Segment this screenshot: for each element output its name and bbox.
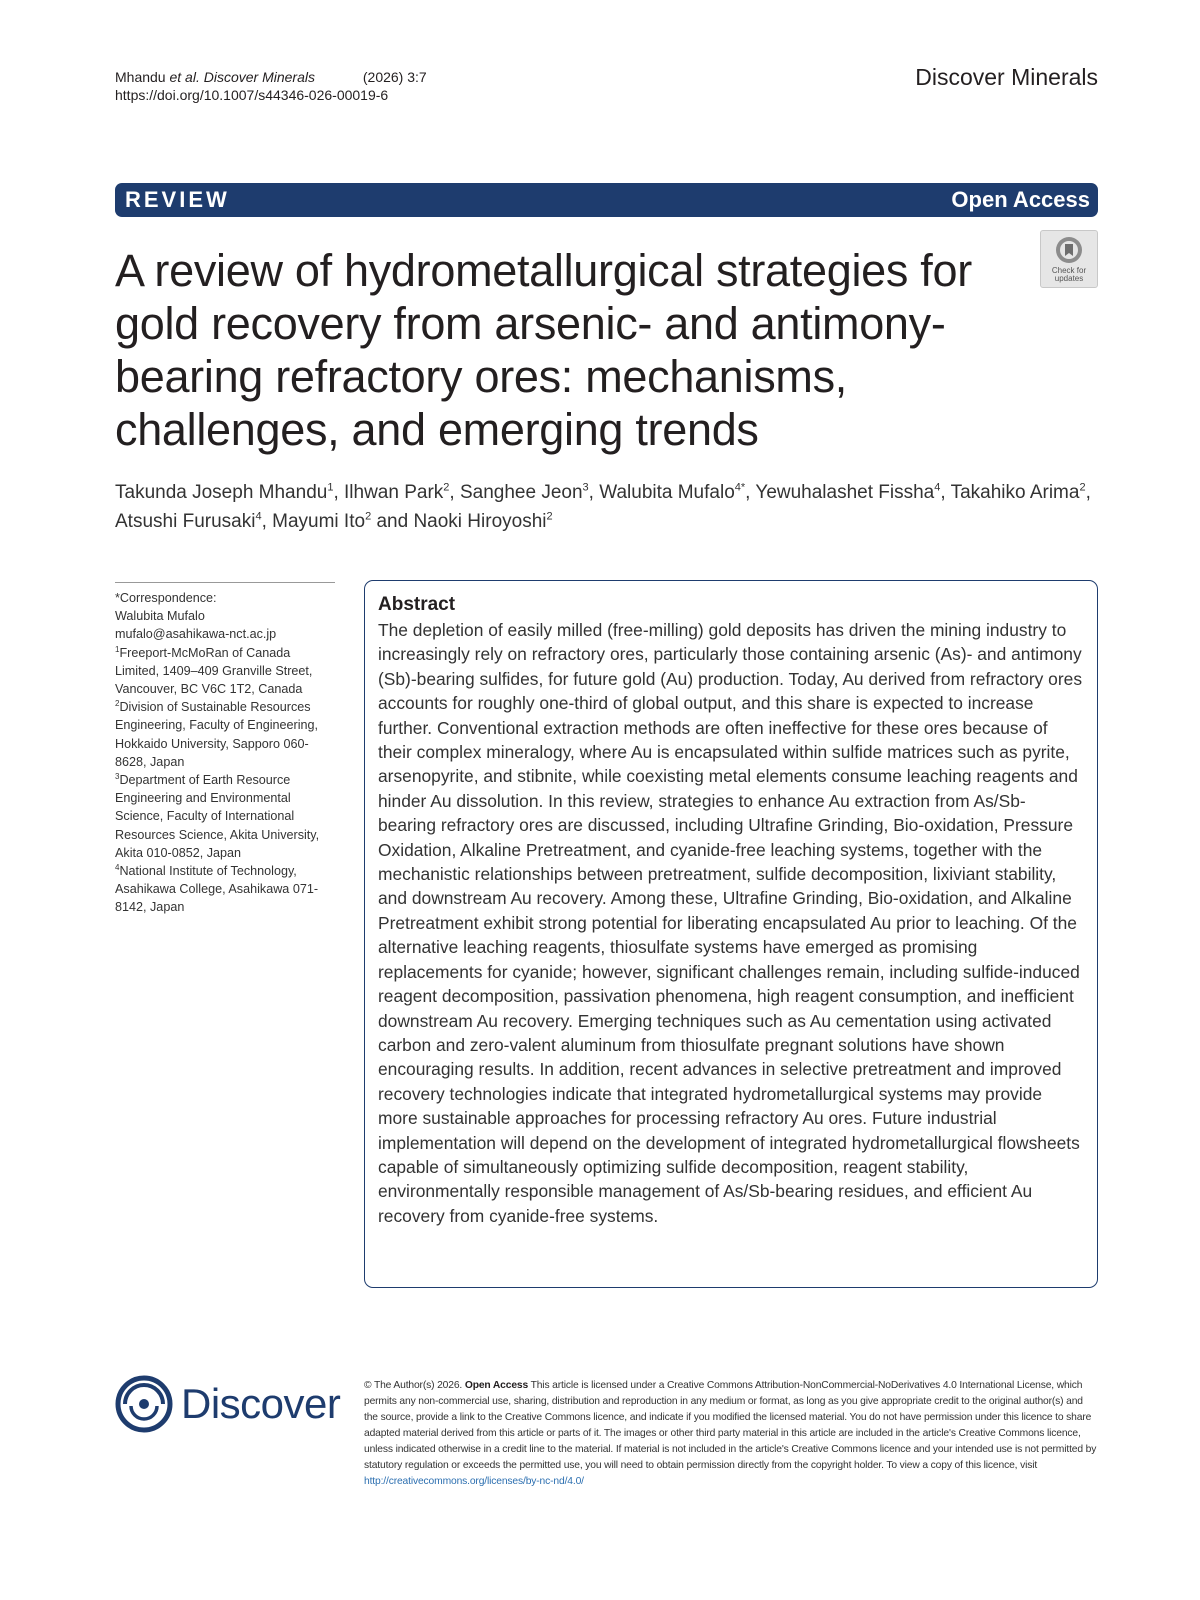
author-affiliation-marker: 4 xyxy=(255,510,262,523)
affiliation-list xyxy=(115,644,335,917)
license-statement xyxy=(364,1378,1098,1490)
author-affiliation-marker: 2 xyxy=(546,510,553,523)
author-name: Atsushi Furusaki xyxy=(115,511,256,532)
author-affiliation-marker: 3 xyxy=(582,481,589,494)
discover-wordmark: Discover xyxy=(181,1380,341,1427)
author-name: Takahiko Arima xyxy=(950,482,1080,503)
journal-name: Discover Minerals xyxy=(915,64,1098,90)
correspondence-label: *Correspondence: xyxy=(115,591,217,605)
author-affiliation-marker: 4* xyxy=(734,481,746,494)
author-affiliation-marker: 4 xyxy=(934,481,941,494)
author-affiliation-marker: 2 xyxy=(1079,481,1086,494)
author-list: Takunda Joseph Mhandu$^1$, Ilhwan Park$^2$, Sanghee Jeon$^3$, Walubita Mufalo$^{4*}$, Yewuhalashet Fissha$^4$, Takahiko Arima$^2$, Atsushi Furusaki$^4$, Mayumi Ito$^2$ and Naoki Hiroyoshi$^2$ xyxy=(115,481,1091,532)
license-link[interactable]: http://creativecommons.org/licenses/by-nc-nd/4.0/ xyxy=(364,1476,584,1487)
affiliation-item xyxy=(115,698,335,771)
running-header xyxy=(115,68,427,104)
doi-link[interactable]: https://doi.org/10.1007/s44346-026-00019-6 xyxy=(115,87,389,103)
author-affiliation-marker: 2 xyxy=(443,481,450,494)
author-affiliation-marker: 2 xyxy=(365,510,372,523)
article-type-banner xyxy=(115,183,1098,217)
affiliation-number: 3 xyxy=(115,771,120,781)
discover-swirl-icon xyxy=(115,1375,173,1433)
citation-line xyxy=(115,68,427,86)
bookmark-ring-icon xyxy=(1054,235,1084,265)
correspondence-email[interactable]: mufalo@asahikawa-nct.ac.jp xyxy=(115,627,277,642)
affiliation-item xyxy=(115,771,335,862)
year-volume: (2026) 3:7 xyxy=(362,69,427,85)
author-name: Mayumi Ito xyxy=(272,511,366,532)
correspondence-name: Walubita Mufalo xyxy=(115,609,205,624)
copyright-notice: © The Author(s) 2026. xyxy=(364,1380,463,1391)
open-access-label: Open Access xyxy=(951,187,1090,212)
abstract-box xyxy=(364,580,1098,1288)
author-name: Sanghee Jeon xyxy=(459,482,583,503)
license-body: This article is licensed under a Creative Commons Attribution-NonCommercial-NoDerivatives 4.0 International License, which permits any non-commercial use, sharing, distribution and reproduction in any medium or format, as long as you give appropriate credit to the original author(s) and the source, provide a link to the Creative Commons licence, and indicate if you modified the licensed material. You do not have permission under this licence to share adapted material derived from this article or parts of it. The images or other third party material in this article are included in the article's Creative Commons licence, unless indicated otherwise in a credit line to the material. If material is not included in the article's Creative Commons licence and your intended use is not permitted by statutory regulation or exceeds the permitted use, you will need to obtain permission directly from the copyright holder. To view a copy of this licence, visit xyxy=(364,1380,1097,1471)
discover-logo xyxy=(115,1375,350,1433)
check-updates-text: Check for updates xyxy=(1051,266,1087,283)
author-name: Walubita Mufalo xyxy=(599,482,735,503)
author-name: Takunda Joseph Mhandu xyxy=(115,482,328,503)
affiliation-text: Freeport-McMoRan of Canada Limited, 1409–409 Granville Street, Vancouver, BC V6C 1T2, Canada xyxy=(115,645,313,697)
affiliations-column xyxy=(115,582,335,917)
affiliation-text: Division of Sustainable Resources Engineering, Faculty of Engineering, Hokkaido University, Sapporo 060-8628, Japan xyxy=(115,700,319,769)
check-for-updates-badge[interactable] xyxy=(1040,230,1098,288)
affiliation-text: National Institute of Technology, Asahikawa College, Asahikawa 071-8142, Japan xyxy=(115,864,319,915)
article-title: A review of hydrometallurgical strategies for gold recovery from arsenic- and antimony-bearing refractory ores: mechanisms, challenges, and emerging trends xyxy=(115,245,972,455)
abstract-heading: Abstract xyxy=(378,594,456,615)
article-type-label: REVIEW xyxy=(125,187,230,212)
affiliation-number: 1 xyxy=(115,644,120,654)
affiliation-number: 4 xyxy=(115,862,120,872)
author-name: Yewuhalashet Fissha xyxy=(755,482,935,503)
affiliation-number: 2 xyxy=(115,699,120,709)
author-name: Naoki Hiroyoshi xyxy=(413,511,547,532)
first-author: Mhandu xyxy=(115,69,166,85)
journal-citation: et al. Discover Minerals xyxy=(169,69,315,85)
author-name: Ilhwan Park xyxy=(344,482,444,503)
license-open-access: Open Access xyxy=(464,1380,529,1391)
affiliation-text: Department of Earth Resource Engineering and Environmental Science, Faculty of International Resources Science, Akita University, Akita 010-0852, Japan xyxy=(115,773,320,860)
affiliation-item xyxy=(115,644,335,699)
author-conjunction: and xyxy=(376,511,409,532)
affiliation-item xyxy=(115,862,335,917)
abstract-text: The depletion of easily milled (free-milling) gold deposits has driven the mining industry to increasingly rely on refractory ores, particularly those containing arsenic (As)- and antimony (Sb)-bearing sulfides, for future gold (Au) production. Today, Au derived from refractory ores accounts for roughly one-third of global output, and this share is expected to increase further. Conventional extraction methods are often ineffective for these ores because of their complex mineralogy, where Au is encapsulated within sulfide matrices such as pyrite, arsenopyrite, and stibnite, while coexisting metal elements consume leaching reagents and hinder Au dissolution. In this review, strategies to enhance Au extraction from As/Sb-bearing refractory ores are discussed, including Ultrafine Grinding, Bio-oxidation, Pressure Oxidation, Alkaline Pretreatment, and cyanide-free leaching systems, together with the mechanistic relationships between pretreatment, sulfide decomposition, lixiviant stability, and downstream Au recovery. Among these, Ultrafine Grinding, Bio-oxidation, and Alkaline Pretreatment exhibit strong potential for liberating encapsulated Au prior to leaching. Of the alternative leaching reagents, thiosulfate systems have emerged as promising replacements for cyanide; however, significant challenges remain, including sulfide-induced reagent decomposition, passivation phenomena, high reagent consumption, and inefficient downstream Au recovery. Emerging techniques such as Au cementation using activated carbon and zero-valent aluminum from thiosulfate pregnant solutions have shown encouraging results. In addition, recent advances in selective pretreatment and improved recovery technologies indicate that integrated hydrometallurgical systems may provide more sustainable approaches for processing refractory Au ores. Future industrial implementation will depend on the development of integrated hydrometallurgical flowsheets capable of simultaneously optimizing sulfide decomposition, reagent stability, environmentally responsible management of As/Sb-bearing residues, and efficient Au recovery from cyanide-free systems. xyxy=(378,620,1083,1226)
author-affiliation-marker: 1 xyxy=(327,481,334,494)
